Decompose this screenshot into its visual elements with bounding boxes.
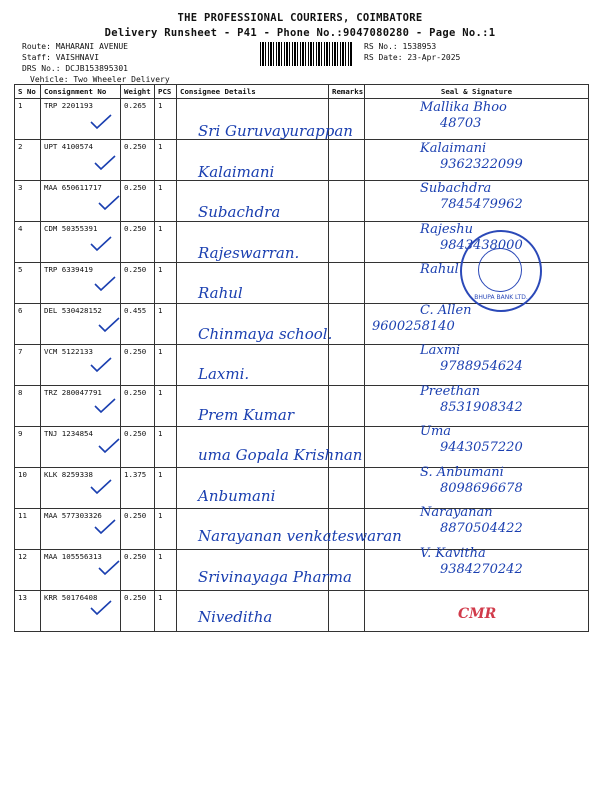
cell-consignment: TRZ 280047791 [41, 386, 121, 427]
cell-pcs: 1 [155, 591, 177, 632]
handwritten-consignee-name: Rajeswarran. [198, 243, 300, 262]
cell-remarks [329, 140, 365, 181]
handwritten-tick-icon [90, 357, 112, 373]
company-title: THE PROFESSIONAL COURIERS, COIMBATORE [177, 12, 423, 24]
cell-sno: 12 [15, 550, 41, 591]
cell-sno: 6 [15, 304, 41, 345]
cell-sno: 13 [15, 591, 41, 632]
cell-sno: 1 [15, 99, 41, 140]
handwritten-consignee-name: Laxmi. [198, 365, 250, 383]
cell-sno: 10 [15, 468, 41, 509]
cell-pcs: 1 [155, 99, 177, 140]
cell-weight: 0.265 [121, 99, 155, 140]
table-header-row [15, 85, 589, 99]
col-sno: S No [15, 85, 41, 99]
cell-weight: 0.250 [121, 550, 155, 591]
handwritten-tick-icon [98, 317, 120, 333]
stamp-text: BHUPA BANK LTD. [474, 294, 528, 301]
cell-consignment: CDM 50355391 [41, 222, 121, 263]
route-label: Route: MAHARANI AVENUE [22, 42, 128, 51]
cell-remarks [329, 304, 365, 345]
drs-number: DRS No.: DCJB153895301 [22, 64, 128, 73]
handwritten-phone: 9600258140 [372, 318, 455, 334]
handwritten-tick-icon [98, 438, 120, 454]
cell-pcs: 1 [155, 345, 177, 386]
cell-sno: 5 [15, 263, 41, 304]
cell-weight: 0.250 [121, 181, 155, 222]
cell-remarks [329, 468, 365, 509]
cell-pcs: 1 [155, 304, 177, 345]
handwritten-phone: 9443057220 [440, 440, 523, 455]
handwritten-phone: 9843438000 [440, 237, 523, 253]
handwritten-phone: 8531908342 [440, 399, 523, 415]
cell-sno: 2 [15, 140, 41, 181]
cell-sno: 9 [15, 427, 41, 468]
cell-sno: 3 [15, 181, 41, 222]
bank-seal-stamp [460, 230, 542, 312]
cmr-signature: CMR [458, 606, 497, 622]
handwritten-consignee-name: Srivinayaga Pharma [198, 567, 352, 586]
cell-weight: 0.250 [121, 263, 155, 304]
handwritten-phone: 48703 [440, 116, 482, 131]
cell-pcs: 1 [155, 386, 177, 427]
handwritten-signature: S. Anbumani [420, 464, 504, 480]
runsheet-subtitle: Delivery Runsheet - P41 - Phone No.:9047080280 - Page No.:1 [104, 27, 496, 39]
col-remarks: Remarks [329, 85, 365, 99]
cell-pcs: 1 [155, 427, 177, 468]
cell-consignment: TRP 6339419 [41, 263, 121, 304]
cell-remarks [329, 263, 365, 304]
cell-consignment: TRP 2201193 [41, 99, 121, 140]
handwritten-tick-icon [90, 479, 112, 495]
handwritten-phone: 8870504422 [440, 521, 523, 536]
handwritten-tick-icon [90, 600, 112, 616]
handwritten-signature: V. Kavitha [420, 545, 486, 561]
barcode [260, 42, 352, 66]
rs-number: RS No.: 1538953 [364, 42, 437, 51]
handwritten-phone: 9384270242 [440, 561, 523, 577]
handwritten-signature: Rahul [420, 262, 459, 277]
handwritten-signature: Uma [420, 424, 452, 439]
cell-sno: 4 [15, 222, 41, 263]
cell-consignment: MAA 577303326 [41, 509, 121, 550]
handwritten-tick-icon [90, 114, 112, 130]
handwritten-tick-icon [94, 398, 116, 414]
cell-weight: 0.250 [121, 591, 155, 632]
col-weight: Weight [121, 85, 155, 99]
handwritten-phone: 8098696678 [440, 480, 523, 496]
handwritten-signature: Narayanan [420, 505, 493, 520]
staff-label: Staff: VAISHNAVI [22, 53, 100, 62]
cell-consignment: UPT 4100574 [41, 140, 121, 181]
col-consignee: Consignee Details [177, 85, 329, 99]
col-pcs: PCS [155, 85, 177, 99]
stamp-inner-ring [478, 248, 522, 292]
vehicle-label: Vehicle: Two Wheeler Delivery [30, 75, 170, 84]
handwritten-consignee-name: uma Gopala Krishnan [198, 446, 363, 464]
handwritten-signature: Rajeshu [420, 221, 473, 237]
cell-sno: 8 [15, 386, 41, 427]
handwritten-tick-icon [98, 560, 120, 576]
cell-pcs: 1 [155, 468, 177, 509]
cell-pcs: 1 [155, 222, 177, 263]
cell-weight: 0.250 [121, 386, 155, 427]
handwritten-consignee-name: Prem Kumar [198, 405, 295, 424]
cell-weight: 1.375 [121, 468, 155, 509]
handwritten-signature: Kalaimani [420, 140, 487, 156]
cell-pcs: 1 [155, 263, 177, 304]
cell-weight: 0.250 [121, 345, 155, 386]
cell-consignment: VCM 5122133 [41, 345, 121, 386]
handwritten-signature: Subachdra [420, 181, 492, 196]
cell-consignment: MAA 650611717 [41, 181, 121, 222]
handwritten-signature: Laxmi [420, 343, 461, 358]
handwritten-consignee-name: Sri Guruvayurappan [198, 122, 353, 140]
handwritten-consignee-name: Anbumani [198, 486, 276, 505]
handwritten-tick-icon [98, 195, 120, 211]
col-signature: Seal & Signature [365, 85, 589, 99]
cell-weight: 0.250 [121, 427, 155, 468]
rs-date: RS Date: 23-Apr-2025 [364, 53, 461, 62]
handwritten-signature: Preethan [420, 383, 481, 399]
handwritten-consignee-name: Niveditha [198, 608, 273, 626]
col-consignment: Consignment No [41, 85, 121, 99]
handwritten-tick-icon [94, 155, 116, 171]
cell-weight: 0.250 [121, 222, 155, 263]
handwritten-consignee-name: Kalaimani [198, 162, 275, 181]
handwritten-tick-icon [94, 519, 116, 535]
handwritten-phone: 9362322099 [440, 156, 523, 172]
handwritten-consignee-name: Chinmaya school. [198, 324, 333, 343]
cell-pcs: 1 [155, 550, 177, 591]
handwritten-phone: 9788954624 [440, 359, 523, 374]
handwritten-consignee-name: Rahul [198, 284, 243, 302]
cell-weight: 0.250 [121, 140, 155, 181]
cell-consignment: KLK 8259338 [41, 468, 121, 509]
cell-consignment: KRR 50176408 [41, 591, 121, 632]
cell-remarks [329, 181, 365, 222]
cell-sno: 7 [15, 345, 41, 386]
handwritten-signature: Mallika Bhoo [420, 100, 507, 115]
cell-consignment: DEL 530428152 [41, 304, 121, 345]
cell-pcs: 1 [155, 181, 177, 222]
cell-pcs: 1 [155, 140, 177, 181]
cell-weight: 0.455 [121, 304, 155, 345]
handwritten-phone: 7845479962 [440, 197, 523, 212]
handwritten-signature: C. Allen [420, 302, 472, 318]
cell-remarks [329, 222, 365, 263]
handwritten-tick-icon [94, 276, 116, 292]
handwritten-consignee-name: Narayanan venkateswaran [198, 527, 402, 545]
cell-consignment: MAA 105556313 [41, 550, 121, 591]
cell-remarks [329, 386, 365, 427]
cell-pcs: 1 [155, 509, 177, 550]
cell-remarks [329, 591, 365, 632]
cell-sno: 11 [15, 509, 41, 550]
handwritten-tick-icon [90, 236, 112, 252]
cell-consignment: TNJ 1234854 [41, 427, 121, 468]
handwritten-consignee-name: Subachdra [198, 203, 281, 221]
cell-weight: 0.250 [121, 509, 155, 550]
cell-remarks [329, 345, 365, 386]
